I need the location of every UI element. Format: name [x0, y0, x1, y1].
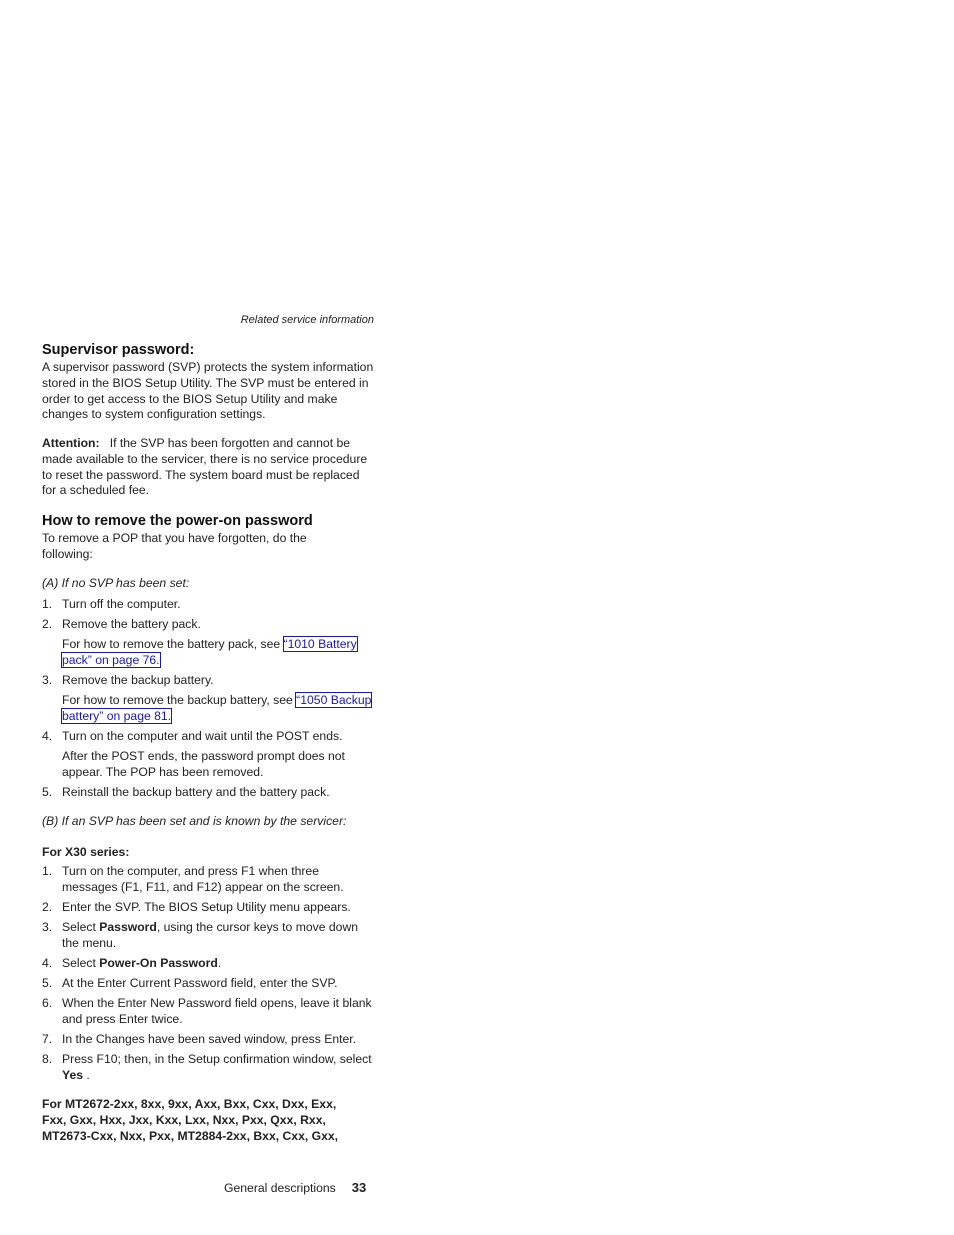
battery-pack-link[interactable]: “1010 Battery pack” on page 76.: [62, 637, 357, 667]
note-backup-battery: For how to remove the backup battery, see “1050 Backup battery” on page 81.: [62, 693, 372, 723]
case-a-label: (A) If no SVP has been set:: [42, 576, 190, 590]
attention-text: If the SVP has been forgotten and cannot be made available to the servicer, there is no service procedure to reset the password. The system board must be replaced for a scheduled fee.: [42, 436, 368, 498]
note-post-ends: After the POST ends, the password prompt does not appear. The POP has been removed.: [62, 749, 345, 779]
case-b-label: (B) If an SVP has been set and is known by the servicer:: [42, 814, 347, 828]
attention-label: Attention:: [42, 436, 100, 450]
backup-battery-link[interactable]: “1050 Backup battery” on page 81.: [62, 693, 372, 723]
mt-heading: For MT2672-2xx, 8xx, 9xx, Axx, Bxx, Cxx, Dxx, Exx, Fxx, Gxx, Hxx, Jxx, Kxx, Lxx, Nxx, Pxx, Qxx, Rxx, MT2673-Cxx, Nxx, Pxx, MT2884-2xx, Bxx, Cxx, Gxx,: [42, 1097, 339, 1143]
x30-heading: For X30 series:: [42, 845, 130, 859]
attention-note: [42, 436, 376, 499]
remove-pop-intro: To remove a POP that you have forgotten, do the following:: [42, 531, 307, 561]
remove-pop-heading: How to remove the power-on password: [42, 513, 313, 529]
page-footer: [224, 1180, 366, 1195]
note-battery-pack: For how to remove the battery pack, see “1010 Battery pack” on page 76.: [62, 637, 357, 667]
running-head: Related service information: [240, 314, 374, 326]
supervisor-heading: Supervisor password:: [42, 342, 195, 358]
footer-section: General descriptions: [224, 1181, 336, 1195]
page-number: 33: [351, 1180, 367, 1195]
supervisor-paragraph: A supervisor password (SVP) protects the system information stored in the BIOS Setup Utility. The SVP must be entered in order to get access to the BIOS Setup Utility and make changes to system configuration settings.: [42, 360, 374, 422]
